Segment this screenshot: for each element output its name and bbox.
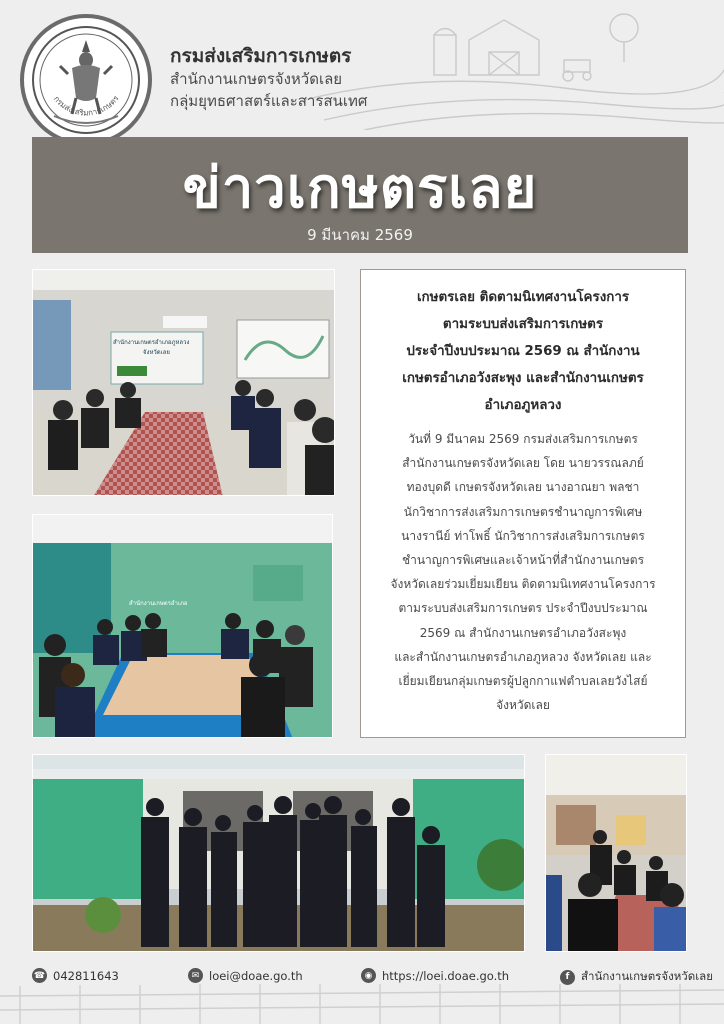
body-line: วันที่ 9 มีนาคม 2569 กรมส่งเสริมการเกษตร: [408, 432, 638, 446]
division-name: กลุ่มยุทธศาสตร์และสารสนเทศ: [170, 92, 368, 110]
body-line: นางรานีย์ ท่าโพธิ์ นักวิชาการส่งเสริมการเกษตร: [401, 528, 645, 543]
emblem-icon: [24, 18, 148, 142]
coffee-group-photo: [545, 754, 687, 952]
phone-icon: ☎: [32, 968, 47, 983]
body-line: 2569 ณ สำนักงานเกษตรอำเภอวังสะพุง: [419, 625, 627, 640]
article-headline: [375, 284, 671, 419]
poster-sub: จังหวัดเลย: [143, 349, 170, 356]
email-icon: ✉: [188, 968, 203, 983]
body-line: นักวิชาการส่งเสริมการเกษตรชำนาญการพิเศษ: [403, 504, 643, 519]
fence-decoration-icon: [0, 984, 724, 1024]
news-date: 9 มีนาคม 2569: [307, 226, 413, 244]
meeting-photo-2: [32, 514, 333, 738]
department-logo: [20, 14, 152, 146]
phone-number: 042811643: [53, 968, 119, 983]
headline-line: อำเภอภูหลวง: [484, 398, 562, 413]
room-sign: สำนักงานเกษตรอำเภอ: [129, 600, 188, 607]
body-line: จังหวัดเลยร่วมเยี่ยมเยียน ติดตามนิเทศงานโครงการ: [390, 577, 656, 592]
group-photo: [32, 754, 525, 952]
facebook-page: สำนักงานเกษตรจังหวัดเลย: [581, 969, 713, 983]
website-link[interactable]: [361, 968, 509, 983]
phone-contact[interactable]: [32, 968, 119, 983]
article-body: [375, 427, 671, 717]
headline-line: เกษตรอำเภอวังสะพุง และสำนักงานเกษตร: [402, 371, 644, 386]
meeting-photo-1: [32, 269, 335, 496]
headline-line: เกษตรเลย ติดตามนิเทศงานโครงการ: [416, 290, 630, 305]
email-contact[interactable]: [188, 968, 303, 983]
body-line: และสำนักงานเกษตรอำเภอภูหลวง จังหวัดเลย และ: [394, 649, 652, 664]
body-line: เยี่ยมเยียนกลุ่มเกษตรผู้ปลูกกาแฟตำบลเลยวังไสย์: [398, 674, 648, 689]
news-article: [360, 269, 686, 738]
page-title: ข่าวเกษตรเลย: [182, 156, 538, 221]
body-line: ชำนาญการพิเศษและเจ้าหน้าที่สำนักงานเกษตร: [401, 553, 645, 568]
body-line: จังหวัดเลย: [496, 698, 550, 713]
facebook-link[interactable]: [560, 968, 713, 986]
headline-line: ตามระบบส่งเสริมการเกษตร: [442, 317, 604, 332]
office-name: สำนักงานเกษตรจังหวัดเลย: [170, 70, 343, 88]
org-name: กรมส่งเสริมการเกษตร: [170, 45, 352, 67]
poster-title: สำนักงานเกษตรอำเภอภูหลวง: [113, 339, 190, 346]
body-line: ตามระบบส่งเสริมการเกษตร ประจำปีงบประมาณ: [398, 601, 648, 616]
facebook-icon: f: [560, 970, 575, 985]
body-line: ทองบุดดี เกษตรจังหวัดเลย นางอาณยา พลชา: [406, 480, 640, 495]
website-url: https://loei.doae.go.th: [382, 968, 510, 983]
contact-footer: [0, 960, 724, 1024]
globe-icon: ◉: [361, 968, 376, 983]
logo-text: กรมส่งเสริมการเกษตร: [51, 93, 121, 118]
body-line: สำนักงานเกษตรจังหวัดเลย โดย นายวรรณลภย์: [402, 456, 644, 471]
headline-line: ประจำปีงบประมาณ 2569 ณ สำนักงาน: [406, 344, 640, 359]
title-banner: [32, 137, 688, 253]
org-header: [170, 44, 367, 112]
email-address: loei@doae.go.th: [209, 968, 303, 983]
